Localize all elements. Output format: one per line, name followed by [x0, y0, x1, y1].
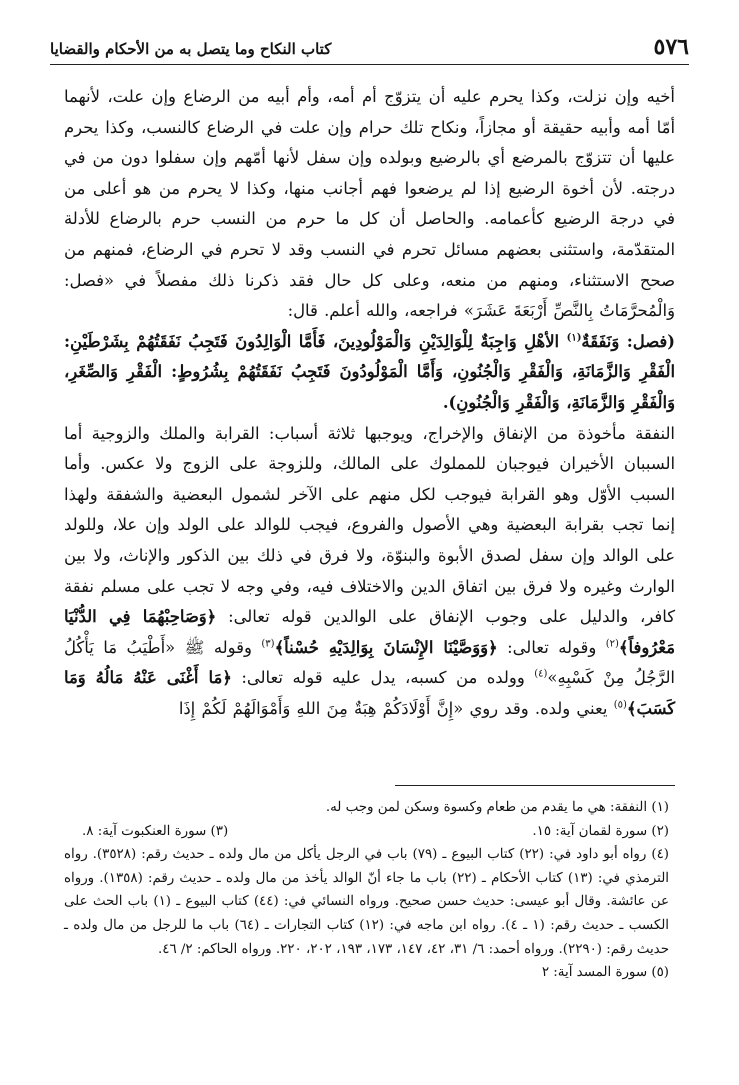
hadith-text: وقوله ﷺ «أَطْيَبُ مَا يَأْكُلُ الرَّجُلُ مِنْ كَسْبِهِ»: [64, 637, 675, 688]
footnote-4: (٤) رواه أبو داود في: (٢٢) كتاب البيوع ـ (٧٩) باب في الرجل يأكل من مال ولده ـ حديث رقم: (٣٥٢٨). رواه الترمذي في: (١٣) كتاب الأحكام ـ (٢٢) باب ما جاء أنّ الوالد يأخذ من مال ولده ـ حديث رقم: (١٣٥٨). ورواه عن عائشة. وقال أبو عيسى: حديث حسن صحيح. ورواه النسائي في: (٤٤) كتاب البيوع ـ (١) باب الحث على الكسب ـ حديث رقم: (١ ـ ٤). رواه ابن ماجه في: (١٢) كتاب التجارات ـ (٦٤) باب ما للرجل من مال ولده ـ حديث رقم: (٢٢٩٠). ورواه أحمد: ٦/ ٣١، ٤٢، ١٤٧، ١٧٣، ١٩٣، ٢٠٢، ٢٢٠. ورواه الحاكم: ٢/ ٤٦.: [64, 847, 670, 957]
paragraph-1: أخيه وإن نزلت، وكذا يحرم عليه أن يتزوّج أم أمه، وأم أبيه من الرضاع وإن علت، لأنهما أمّا أمه وأبيه حقيقة أو مجازاً، ونكاح تلك حرام وإن علت في الرضاع كالنسب، وكذا يحرم عليها أن تتزوّج بالمرضع أي بالرضيع وبولده وإن سفل لأنها أمّهم وإن سفلوا دون من في درجته. لأن أخوة الرضيع إذا لم يرضعوا فهم أجانب منها، وكذا لا يحرم من هو أعلى من في درجة الرضيع كأعمامه. والحاصل أن كل ما حرم من النسب حرم بالرضاع للأدلة المتقدّمة، واستثنى بعضهم مسائل تحرم في النسب وقد لا تحرم في الرضاع، فمنهم من صحح الاستثناء، ومنهم من منعه، وعلى كل حال فقد ذكرنا ذلك مفصلاً في «فصل: وَالْمُحرَّمَاتُ بِالنَّصِّ أَرْبَعَةَ عَشَرَ» فراجعه، والله أعلم. قال:: [64, 87, 675, 321]
footnote-1: (١) النفقة: هي ما يقدم من طعام وكسوة وسكن لمن وجب له.: [325, 800, 669, 815]
matn-paragraph: [64, 327, 675, 419]
footnote-ref-1: (١): [566, 332, 582, 344]
footnotes: [64, 796, 669, 985]
paragraph-2-tail: يعني ولده. وقد روي «إِنَّ أَوْلَادَكُمْ هِبَةٌ مِنَ اللهِ وَأَمْوَالَهُمْ لَكُمْ إِذَا: [178, 698, 614, 718]
footnote-ref-5: (٥): [613, 699, 627, 711]
footnote-2: (٢) سورة لقمان آية: ١٥.: [532, 823, 669, 839]
footnote-5: (٥) سورة المسد آية: ٢: [541, 965, 669, 981]
page-number: ٥٧٦: [653, 34, 689, 60]
quran-quote-2: ﴿وَوَصَّيْنَا الإِنْسَانَ بِوَالِدَيْهِ حُسْناً﴾: [274, 637, 498, 657]
quran-quote-1: ﴿وَصَاحِبْهُمَا فِي الدُّنْيَا مَعْرُوفاً﴾: [64, 607, 675, 657]
main-text: [64, 82, 675, 724]
quran-quote-3: ﴿مَا أَغْنَى عَنْهُ مَالُهُ وَمَا كَسَبَ﴾: [64, 668, 675, 718]
footnote-ref-3: (٣): [261, 638, 275, 650]
footnote-divider: [395, 785, 675, 786]
footnote-row-2-3: [64, 820, 669, 844]
footnote-3: (٣) سورة العنكبوت آية: ٨.: [82, 823, 229, 839]
paragraph-2-mid-1: وقوله تعالى:: [497, 637, 606, 657]
paragraph-2-text: النفقة مأخوذة من الإنفاق والإخراج، ويوجبها ثلاثة أسباب: القرابة والملك والزوجية أما السببان الأخيران فيوجبان للمملوك على المالك، وللزوجة على الزوج ولا عكس. وأما السبب الأوّل وهو القرابة فيوجب لكل منهم على الآخر لشمول البعضية والشفقة ولهذا إنما تجب بقرابة البعضية وهي الأصول والفروع، فيجب للوالد على الولد وإن علا، وللولد على الوالد وإن سفل لصدق الأبوة والبنوّة، ولا فرق في ذلك بين الذكور والإناث، ولا بين الوارث وغيره ولا فرق بين اتفاق الدين والاختلاف فيه، وفي وجه لا تجب على مسلم نفقة كافر، والدليل على وجوب الإنفاق على الوالدين قوله تعالى:: [64, 423, 675, 627]
paragraph-2-mid-3: وولده من كسبه، يدل عليه قوله تعالى:: [231, 668, 535, 688]
running-title: كتاب النكاح وما يتصل به من الأحكام والقضايا: [50, 40, 332, 58]
page-header: [50, 30, 689, 65]
footnote-ref-2: (٢): [605, 638, 619, 650]
paragraph-2: [64, 419, 675, 725]
matn-opening: (فصل: وَنَفَقَةٌ: [581, 331, 676, 351]
footnote-ref-4: (٤): [534, 668, 548, 680]
matn-text: الأهْلِ وَاجِبَةٌ لِلْوَالِدَيْنِ وَالْمَوْلُودِينَ، فَأَمَّا الْوَالِدُونَ فَتَجِبُ نَفَقَتُهُمْ بِشَرْطَيْنِ: الْفَقْرِ وَالزَّمَانَةِ، وَالْفَقْرِ وَالْجُنُونِ، وَأَمَّا الْمَوْلُودُونَ فَتَجِبُ نَفَقَتُهُمْ بِشُرُوطٍ: الْفَقْرِ وَالصِّغَرِ، وَالْفَقْرِ وَالزَّمَانَةِ، وَالْفَقْرِ وَالْجُنُونِ).: [64, 331, 675, 412]
